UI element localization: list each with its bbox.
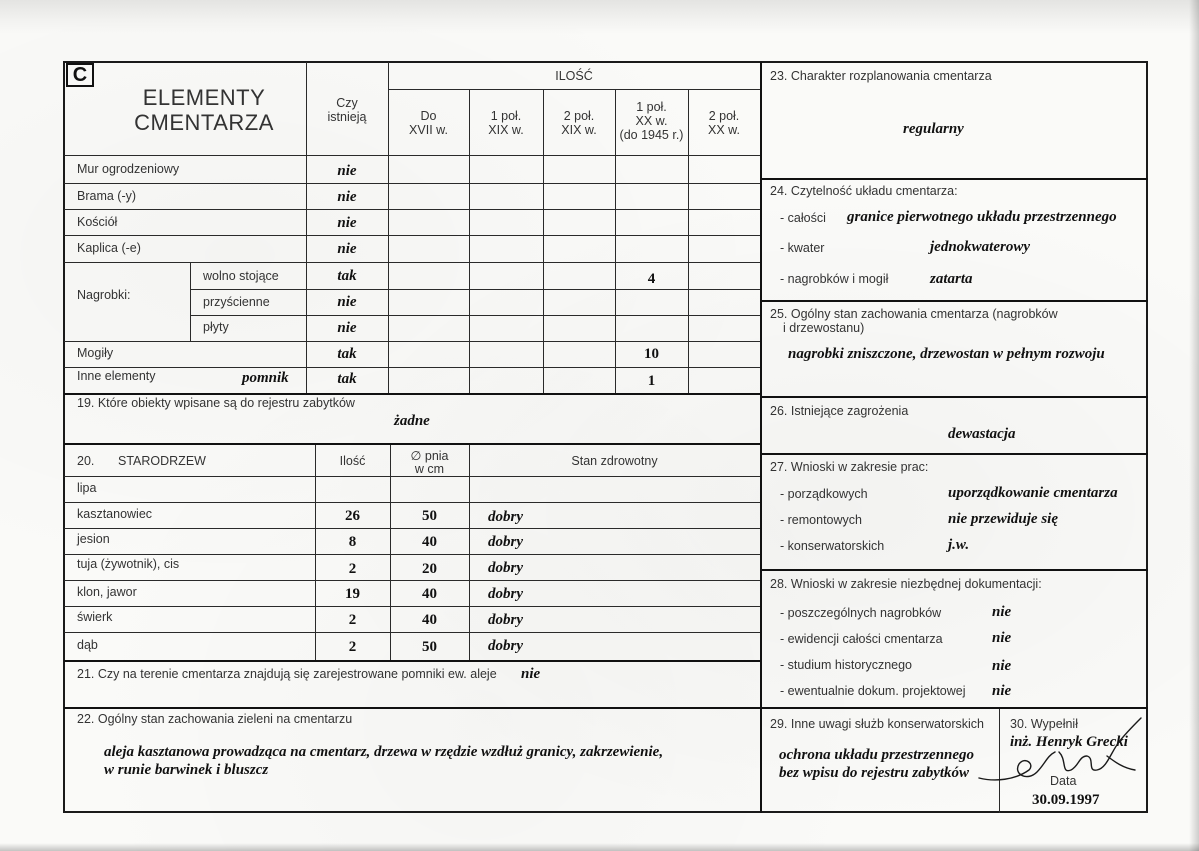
vline [390, 445, 391, 661]
hline [64, 341, 760, 342]
q29-answer-line1: ochrona układu przestrzennego [779, 747, 975, 763]
hline [64, 367, 760, 368]
vline [315, 445, 316, 661]
q25-label-line2: i drzewostanu) [783, 321, 865, 335]
tree-name: dąb [77, 638, 98, 652]
q28-item-answer: nie [992, 683, 1012, 699]
hline [388, 89, 760, 90]
q28-label: 28. Wnioski w zakresie niezbędnej dokumentacji: [770, 577, 1042, 591]
starodrzew-number: 20. [77, 454, 95, 468]
q24-item-answer: zatarta [930, 271, 973, 287]
exists-value: nie [337, 320, 357, 336]
exists-value: nie [337, 294, 357, 310]
starodrzew-col-pnia: ∅ pnia w cm [410, 449, 449, 476]
q22-answer-line1: aleja kasztanowa prowadząca na cmentarz, drzewa w rzędzie wzdłuż granicy, zakrzewienie, [104, 744, 664, 760]
q30-name: inż. Henryk Grecki [1010, 734, 1128, 750]
hline [190, 315, 760, 316]
tree-count: 8 [348, 534, 357, 550]
count-value: 10 [644, 346, 659, 362]
hline [762, 396, 1148, 398]
q26-answer: dewastacja [948, 426, 1016, 442]
q28-item-answer: nie [992, 630, 1012, 646]
element-extra: pomnik [242, 370, 289, 386]
q30-date: 30.09.1997 [1032, 792, 1100, 808]
hline [64, 183, 760, 184]
element-label: przyścienne [203, 295, 270, 309]
period-header: 1 poł. XIX w. [488, 109, 524, 137]
q27-item-answer: j.w. [948, 537, 970, 553]
tree-diameter: 50 [422, 639, 437, 655]
count-value: 4 [647, 271, 656, 287]
tree-name: klon, jawor [77, 585, 137, 599]
q27-item-label: - konserwatorskich [780, 539, 885, 553]
tree-diameter: 20 [422, 561, 437, 577]
tree-count: 26 [345, 508, 360, 524]
q19-answer: żadne [394, 413, 430, 429]
tree-health: dobry [488, 612, 523, 628]
tree-count: 19 [345, 586, 360, 602]
hline [762, 453, 1148, 455]
hline [64, 580, 760, 581]
q19-label: 19. Które obiekty wpisane są do rejestru zabytków [77, 396, 355, 410]
hline [64, 660, 760, 662]
exists-value: nie [337, 241, 357, 257]
q27-item-answer: uporządkowanie cmentarza [948, 485, 1118, 501]
elements-title-line1: ELEMENTY [142, 85, 266, 110]
starodrzew-col-stan: Stan zdrowotny [571, 454, 658, 468]
element-label: płyty [203, 320, 229, 334]
hline [64, 155, 760, 156]
scan-edge-right [1189, 0, 1199, 851]
q30-label: 30. Wypełnił [1010, 717, 1078, 731]
vline [190, 262, 191, 341]
period-header: 1 poł. XX w. (do 1945 r.) [619, 100, 684, 142]
section-letter-box: C [66, 63, 94, 87]
hline [64, 632, 760, 633]
ilosc-header: ILOŚĆ [555, 69, 593, 83]
hline [64, 209, 760, 210]
element-label: Mogiły [77, 346, 114, 360]
starodrzew-col-ilosc: Ilość [339, 454, 366, 468]
exists-value: tak [337, 371, 357, 387]
exists-value: nie [337, 215, 357, 231]
element-label: wolno stojące [203, 269, 279, 283]
hline [64, 502, 760, 503]
hline [64, 262, 760, 263]
tree-diameter: 40 [422, 534, 437, 550]
q29-answer-line2: bez wpisu do rejestru zabytków [779, 765, 970, 781]
q24-label: 24. Czytelność układu cmentarza: [770, 184, 958, 198]
q29-label: 29. Inne uwagi służb konserwatorskich [770, 717, 985, 731]
vline [469, 445, 470, 661]
q25-answer: nagrobki zniszczone, drzewostan w pełnym rozwoju [788, 346, 1105, 362]
hline [762, 178, 1148, 180]
period-header: 2 poł. XX w. [708, 109, 740, 137]
col-exists-header: Czy istnieją [327, 96, 367, 124]
q27-item-label: - remontowych [780, 513, 862, 527]
q28-item-label: - studium historycznego [780, 658, 913, 672]
handwritten-signature [975, 712, 1147, 788]
count-value: 1 [647, 373, 656, 389]
tree-health: dobry [488, 586, 523, 602]
q22-answer-line2: w runie barwinek i bluszcz [104, 762, 269, 778]
hline [762, 300, 1148, 302]
tree-diameter: 40 [422, 586, 437, 602]
tree-name: lipa [77, 481, 97, 495]
hline [762, 707, 1148, 709]
q25-label-line1: 25. Ogólny stan zachowania cmentarza (nagrobków [770, 307, 1058, 321]
exists-value: nie [337, 163, 357, 179]
q24-item-label: - kwater [780, 241, 825, 255]
hline [190, 289, 760, 290]
q23-label: 23. Charakter rozplanowania cmentarza [770, 69, 992, 83]
hline [762, 569, 1148, 571]
q27-item-answer: nie przewiduje się [948, 511, 1059, 527]
tree-name: świerk [77, 610, 113, 624]
exists-value: nie [337, 189, 357, 205]
q22-label: 22. Ogólny stan zachowania zieleni na cmentarzu [77, 712, 353, 726]
hline [64, 528, 760, 529]
tree-health: dobry [488, 560, 523, 576]
element-label: Inne elementy [77, 369, 156, 383]
main-divider [760, 62, 762, 813]
q21-answer: nie [521, 666, 541, 682]
hline [64, 476, 760, 477]
period-header: Do XVII w. [409, 109, 448, 137]
tree-health: dobry [488, 509, 523, 525]
q28-item-label: - poszczególnych nagrobków [780, 606, 942, 620]
starodrzew-title: STARODRZEW [118, 454, 206, 468]
elements-title-line2: CMENTARZA [134, 110, 274, 135]
hline [64, 235, 760, 236]
tree-count: 2 [348, 561, 357, 577]
tree-name: kasztanowiec [77, 507, 153, 521]
tree-name: jesion [77, 532, 110, 546]
q27-item-label: - porządkowych [780, 487, 868, 501]
element-label: Kaplica (-e) [77, 241, 141, 255]
q24-item-label: - nagrobków i mogił [780, 272, 889, 286]
q28-item-answer: nie [992, 658, 1012, 674]
q24-item-answer: granice pierwotnego układu przestrzennego [847, 209, 1117, 225]
q28-item-label: - ewidencji całości cmentarza [780, 632, 943, 646]
q30-date-label: Data [1050, 774, 1077, 788]
nagrobki-label: Nagrobki: [77, 288, 131, 302]
tree-health: dobry [488, 534, 523, 550]
element-label: Mur ogrodzeniowy [77, 162, 180, 176]
scan-edge-bottom [0, 843, 1199, 851]
element-label: Kościół [77, 215, 118, 229]
q24-item-label: - całości [780, 211, 826, 225]
tree-name: tuja (żywotnik), cis [77, 557, 180, 571]
hline [64, 606, 760, 607]
tree-count: 2 [348, 639, 357, 655]
q28-item-answer: nie [992, 604, 1012, 620]
exists-value: tak [337, 268, 357, 284]
hline [64, 443, 760, 445]
tree-health: dobry [488, 638, 523, 654]
hline [64, 707, 760, 709]
tree-diameter: 50 [422, 508, 437, 524]
q21-label: 21. Czy na terenie cmentarza znajdują się zarejestrowane pomniki ew. aleje [77, 667, 497, 681]
q24-item-answer: jednokwaterowy [930, 239, 1030, 255]
exists-value: tak [337, 346, 357, 362]
q26-label: 26. Istniejące zagrożenia [770, 404, 909, 418]
scan-shadow-top [0, 0, 1199, 34]
hline [64, 554, 760, 555]
element-label: Brama (-y) [77, 189, 137, 203]
tree-diameter: 40 [422, 612, 437, 628]
q23-answer: regularny [903, 121, 964, 137]
hline [64, 393, 760, 395]
q28-item-label: - ewentualnie dokum. projektowej [780, 684, 966, 698]
q27-label: 27. Wnioski w zakresie prac: [770, 460, 929, 474]
period-header: 2 poł. XIX w. [561, 109, 597, 137]
tree-count: 2 [348, 612, 357, 628]
